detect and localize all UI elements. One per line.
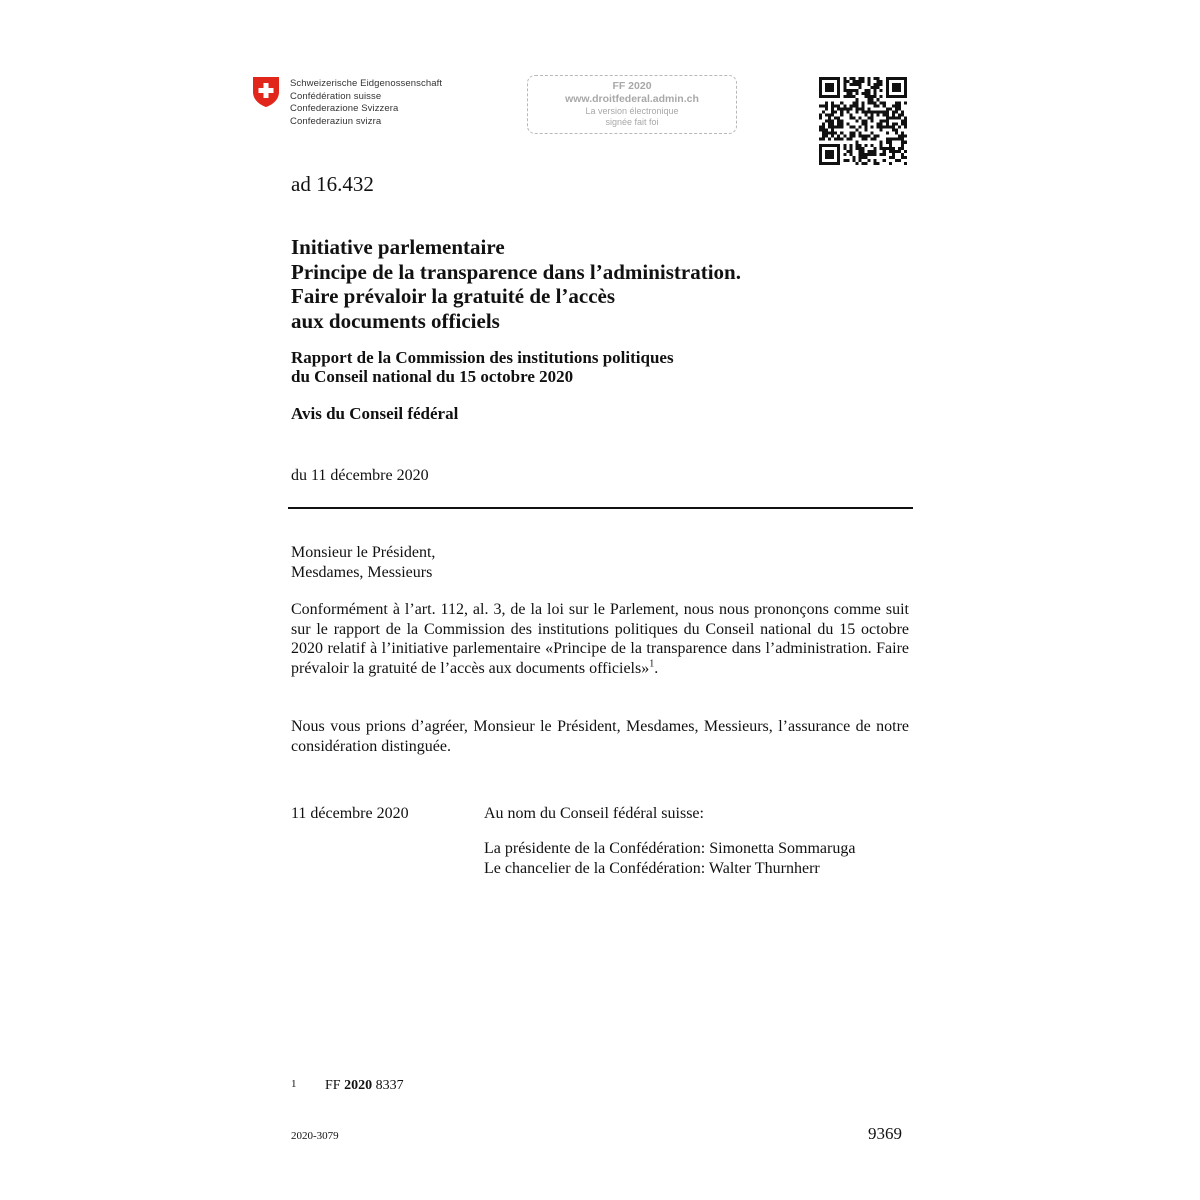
body-paragraph-2: Nous vous prions d’agréer, Monsieur le Président, Mesdames, Messieurs, l’assurance de notre considération distinguée. <box>291 718 909 755</box>
publication-stamp <box>527 75 737 134</box>
page-number: 9369 <box>868 1124 902 1143</box>
footnote-number: 1 <box>291 1078 297 1090</box>
footnote-year: 2020 <box>344 1078 373 1093</box>
stamp-note-1: La version électronique <box>585 106 679 116</box>
title-line: aux documents officiels <box>291 308 500 333</box>
signature-heading: Au nom du Conseil fédéral suisse: <box>484 805 704 822</box>
body-paragraph-1 <box>291 600 909 678</box>
document-subtitle <box>291 348 674 386</box>
subtitle-line: Rapport de la Commission des institutions politiques <box>291 348 674 367</box>
divider <box>288 507 913 509</box>
avis-heading: Avis du Conseil fédéral <box>291 404 459 423</box>
title-line: Initiative parlementaire <box>291 235 505 259</box>
document-code: 2020-3079 <box>291 1130 339 1142</box>
document-date: du 11 décembre 2020 <box>291 467 429 484</box>
qr-code-icon <box>819 77 907 165</box>
confederation-names <box>290 78 442 128</box>
footnote <box>291 1078 404 1094</box>
footnote-page: 8337 <box>375 1078 404 1093</box>
subtitle-line: du Conseil national du 15 octobre 2020 <box>291 367 574 386</box>
document-title <box>291 235 741 333</box>
salutation-line: Monsieur le Président, <box>291 544 436 561</box>
stamp-url: www.droitfederal.admin.ch <box>565 93 699 105</box>
signature-date: 11 décembre 2020 <box>291 805 409 822</box>
title-line: Faire prévaloir la gratuité de l’accès <box>291 284 616 308</box>
title-line: Principe de la transparence dans l’administration. <box>291 259 741 284</box>
footnote-reference[interactable]: 1 <box>649 658 655 670</box>
signatories <box>484 839 855 878</box>
paragraph-text: Conformément à l’art. 112, al. 3, de la loi sur le Parlement, nous nous prononçons comme suit sur le rapport de la Commission des institutions politiques du Conseil national du 15 octobre 2020 relatif à l’initiative parlementaire «Principe de la transparence dans l’administration. Faire prévaloir la gratuité de l’accès aux documents officiels» <box>291 601 909 677</box>
signatory-line: La présidente de la Confédération: Simonetta Sommaruga <box>484 840 856 857</box>
signatory-line: Le chancelier de la Confédération: Walter Thurnherr <box>484 859 820 877</box>
confederation-name-fr: Confédération suisse <box>290 90 382 102</box>
salutation-line: Mesdames, Messieurs <box>291 564 433 581</box>
stamp-ff: FF 2020 <box>612 80 652 92</box>
document-reference: ad 16.432 <box>291 172 374 196</box>
footnote-prefix: FF <box>325 1078 341 1093</box>
stamp-note-2: signée fait foi <box>605 117 659 127</box>
confederation-name-it: Confederazione Svizzera <box>290 103 399 114</box>
confederation-name-de: Schweizerische Eidgenossenschaft <box>290 78 443 89</box>
salutation <box>291 543 435 583</box>
swiss-coat-of-arms-icon <box>252 76 280 108</box>
confederation-name-rm: Confederaziun svizra <box>290 115 382 127</box>
paragraph-end: . <box>654 659 659 677</box>
